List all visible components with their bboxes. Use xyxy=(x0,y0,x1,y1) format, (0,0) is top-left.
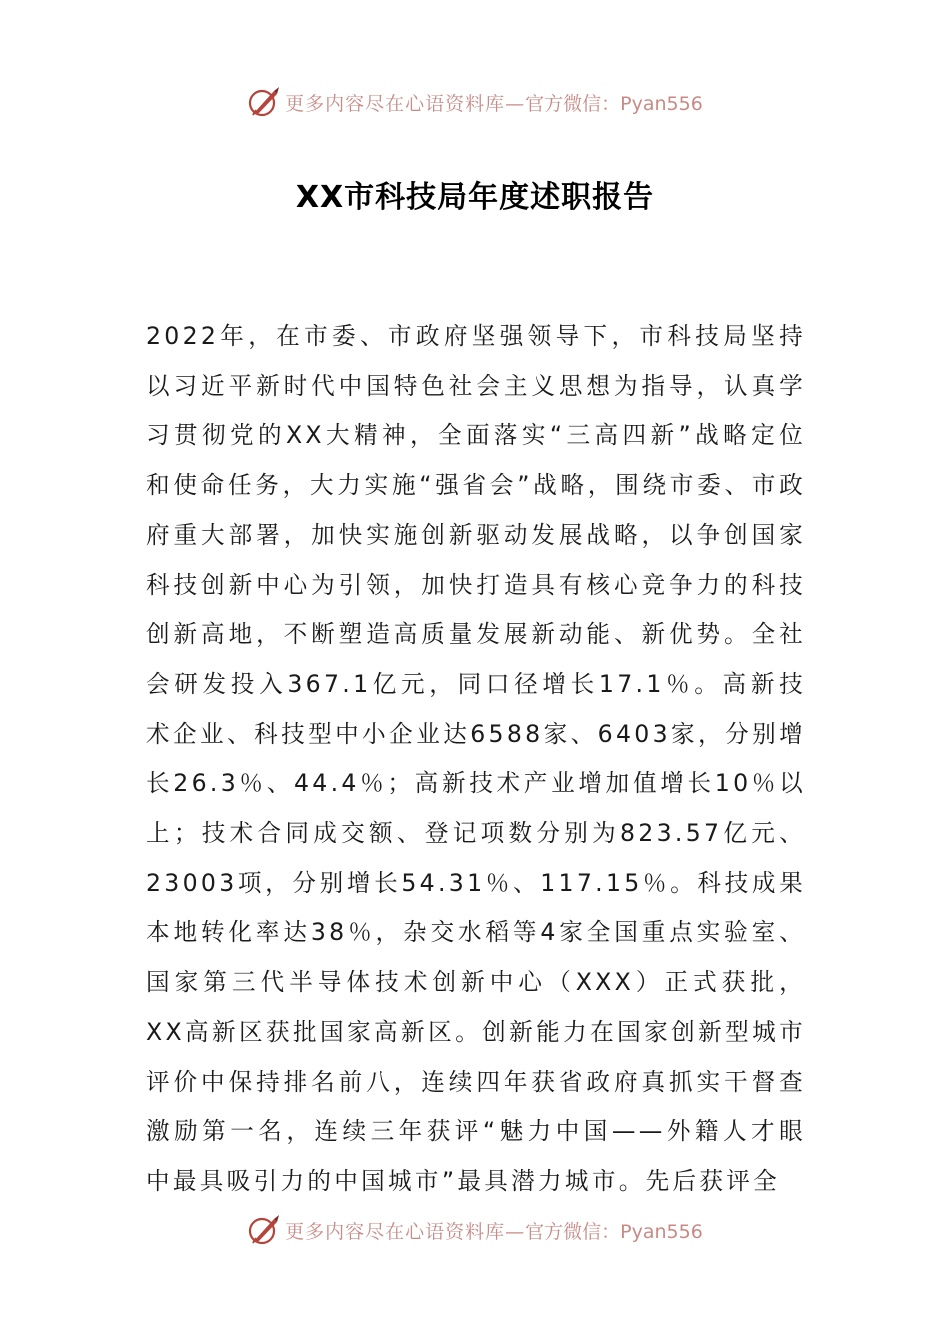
banner-slogan: 更多内容尽在心语资料库— xyxy=(285,1220,526,1243)
quill-pen-icon xyxy=(247,1213,281,1247)
banner-wechat-id: 官方微信：Pyan556 xyxy=(525,92,703,115)
page-title: XX市科技局年度述职报告 xyxy=(295,180,655,215)
quill-pen-icon xyxy=(247,85,281,119)
header-banner xyxy=(0,82,950,122)
banner-slogan: 更多内容尽在心语资料库— xyxy=(285,92,526,115)
body-paragraph: 2022年，在市委、市政府坚强领导下，市科技局坚持以习近平新时代中国特色社会主义思想为指导，认真学习贯彻党的XX大精神，全面落实“三高四新”战略定位和使命任务，大力实施“强省会”战略，围绕市委、市政府重大部署，加快实施创新驱动发展战略，以争创国家科技创新中心为引领，加快打造具有核心竞争力的科技创新高地，不断塑造高质量发展新动能、新优势。全社会研发投入367.1亿元，同口径增长17.1％。高新技术企业、科技型中小企业达6588家、6403家，分别增长26.3％、44.4％；高新技术产业增加值增长10％以上；技术合同成交额、登记项数分别为823.57亿元、23003项，分别增长54.31％、117.15％。科技成果本地转化率达38％，杂交水稻等4家全国重点实验室、国家第三代半导体技术创新中心（XXX）正式获批，XX高新区获批国家高新区。创新能力在国家创新型城市评价中保持排名前八，连续四年获省政府真抓实干督查激励第一名，连续三年获评“魅力中国——外籍人才眼中最具吸引力的中国城市”最具潜力城市。先后获评全 xyxy=(146,322,806,1195)
footer-banner xyxy=(0,1210,950,1250)
banner-wechat-id: 官方微信：Pyan556 xyxy=(525,1220,703,1243)
